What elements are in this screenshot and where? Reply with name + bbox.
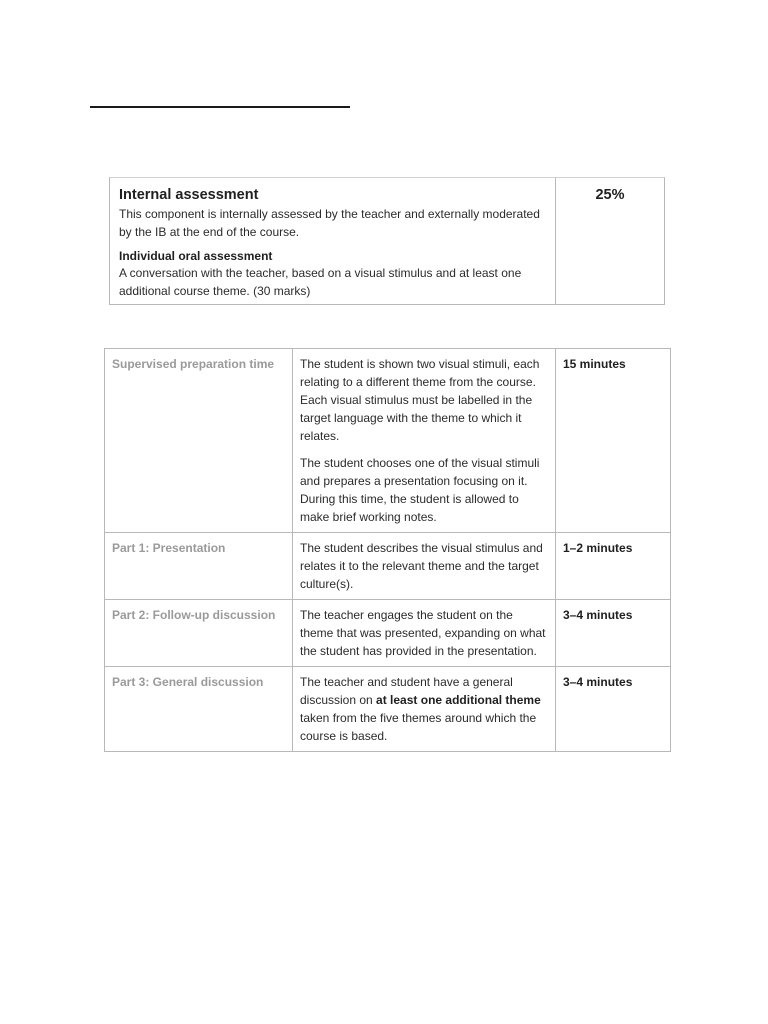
oral-assessment-title: Individual oral assessment [119,249,273,263]
time-cell: 15 minutes [556,349,671,533]
table-row [105,349,671,533]
table-row [105,600,671,667]
description-cell [293,667,556,752]
time-cell: 3–4 minutes [556,667,671,752]
stage-cell: Part 2: Follow-up discussion [105,600,293,667]
stage-cell: Part 3: General discussion [105,667,293,752]
description-paragraph: The student chooses one of the visual stimuli and prepares a presentation focusing on it. During this time, the student is allowed to make brief working notes. [300,456,540,524]
description-cell [293,349,556,533]
description-text: taken from the five themes around which the course is based. [300,711,537,743]
description-cell [293,533,556,600]
top-rule [90,106,350,108]
internal-assessment-box [109,177,665,305]
description-paragraph: The teacher engages the student on the theme that was presented, expanding on what the student has provided in the presentation. [300,608,546,658]
internal-assessment-weight: 25% [595,187,625,203]
oral-assessment-parts-table [104,348,671,752]
description-paragraph [300,673,547,745]
description-emphasis: at least one additional theme [376,693,541,707]
description-text: The teacher and student have a general discussion on [300,675,513,707]
description-paragraph: The student describes the visual stimulus and relates it to the relevant theme and the target culture(s). [300,541,543,591]
internal-assessment-details [110,178,556,304]
oral-assessment-description: A conversation with the teacher, based on a visual stimulus and at least one additional course theme. (30 marks) [119,266,522,298]
internal-assessment-description: This component is internally assessed by the teacher and externally moderated by the IB at the end of the course. [119,207,540,239]
description-paragraph: The student is shown two visual stimuli, each relating to a different theme from the course. Each visual stimulus must be labelled in the target language with the theme to which it relates. [300,357,540,443]
time-cell: 1–2 minutes [556,533,671,600]
internal-assessment-title: Internal assessment [119,187,259,203]
table-row [105,667,671,752]
table-row [105,533,671,600]
time-cell: 3–4 minutes [556,600,671,667]
stage-cell: Part 1: Presentation [105,533,293,600]
description-cell [293,600,556,667]
stage-cell: Supervised preparation time [105,349,293,533]
